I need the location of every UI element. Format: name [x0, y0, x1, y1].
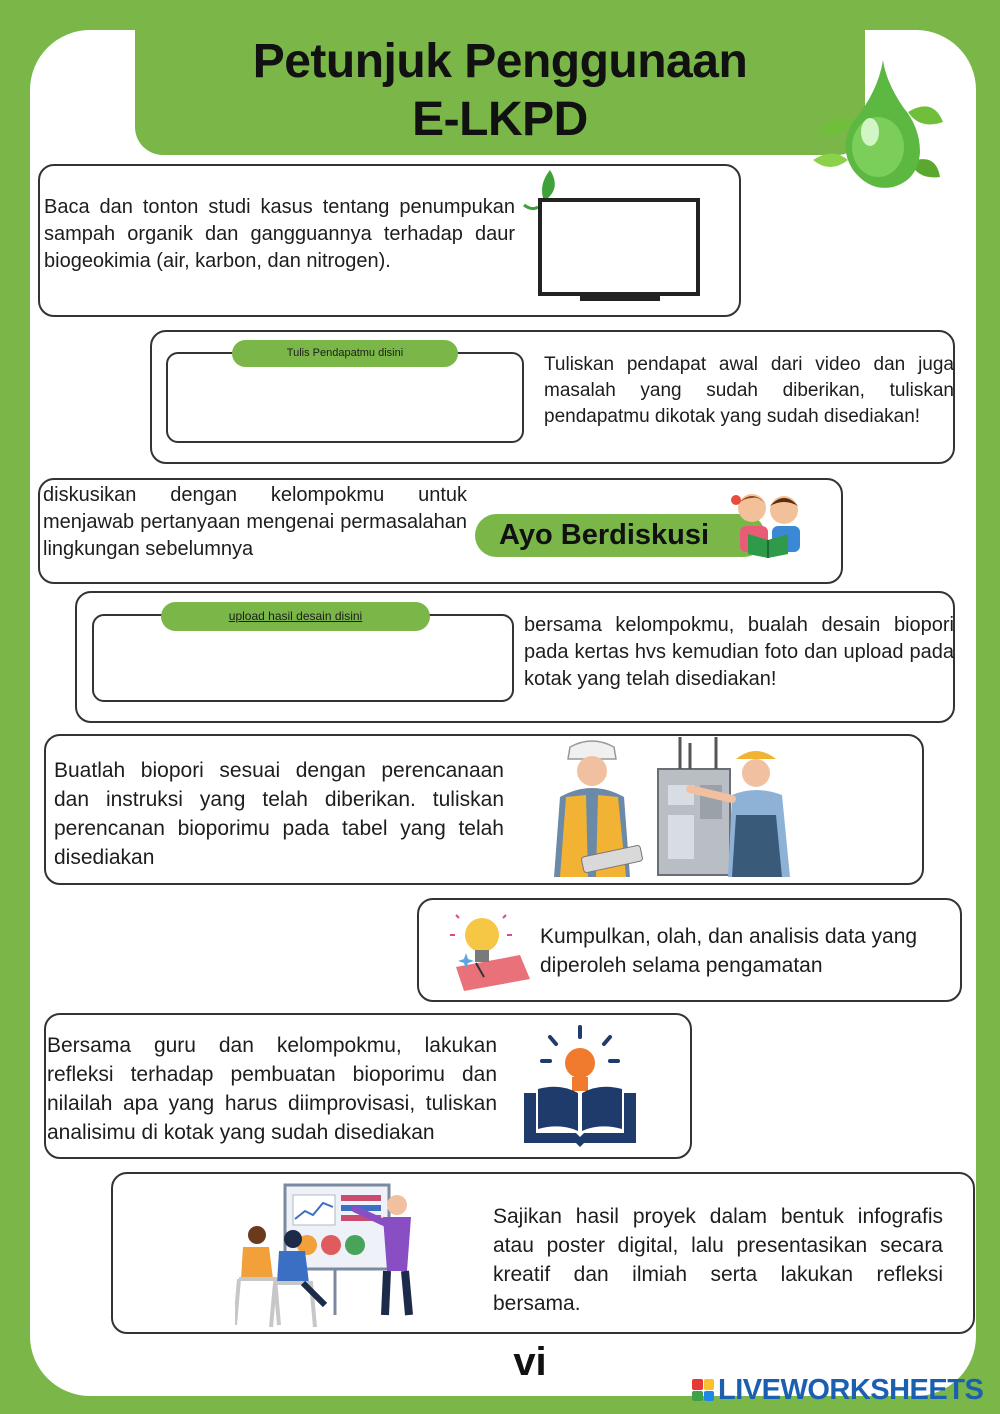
title-banner: [135, 30, 865, 155]
step-4-text: bersama kelompokmu, bualah desain biopori pada kertas hvs kemudian foto dan upload pada kotak yang telah disediakan!: [524, 614, 954, 690]
page-title-line1: Petunjuk Penggunaan: [252, 35, 748, 88]
presentation-illustration: [235, 1175, 425, 1330]
ayo-berdiskusi-banner: Ayo Berdiskusi: [475, 514, 765, 557]
step-7-text: Bersama guru dan kelompokmu, lakukan refleksi terhadap pembuatan bioporimu dan nilailah apa yang harus diimprovisasi, tuliskan analisimu di kotak yang sudah disediakan: [47, 1034, 497, 1144]
page-title-line2: E-LKPD: [412, 93, 588, 146]
engineer-illustration: [540, 737, 810, 882]
page-number: vi: [513, 1340, 547, 1384]
water-drop-icon: [808, 52, 948, 197]
step-6-text: Kumpulkan, olah, dan analisis data yang diperoleh selama pengamatan: [540, 925, 918, 977]
upload-design-label[interactable]: upload hasil desain disini: [161, 602, 430, 631]
opinion-input-label: Tulis Pendapatmu disini: [232, 340, 458, 367]
liveworksheets-logo-icon: [692, 1379, 714, 1401]
video-screen-icon[interactable]: [520, 165, 705, 305]
kids-reading-icon: [728, 488, 808, 560]
step-3-text: diskusikan dengan kelompokmu untuk menjawab pertanyaan mengenai permasalahan lingkungan sebelumnya: [43, 484, 467, 560]
step-1-text: Baca dan tonton studi kasus tentang penumpukan sampah organik dan gangguannya terhadap daur biogeokimia (air, karbon, dan nitrogen).: [44, 196, 515, 272]
step-5-text: Buatlah biopori sesuai dengan perencanaan dan instruksi yang telah diberikan. tuliskan perencanan bioporimu pada tabel yang telah disediakan: [54, 759, 504, 869]
brand-name: LIVEWORKSHEETS: [718, 1373, 984, 1406]
liveworksheets-brand[interactable]: [692, 1372, 983, 1408]
open-book-idea-icon: [520, 1025, 640, 1150]
step-2-text: Tuliskan pendapat awal dari video dan juga masalah yang sudah diberikan, tuliskan pendapatmu dikotak yang sudah disediakan!: [544, 354, 954, 427]
lightbulb-idea-icon: [446, 905, 532, 993]
step-8-text: Sajikan hasil proyek dalam bentuk infografis atau poster digital, lalu presentasikan secara kreatif dan ilmiah serta lakukan refleksi bersama.: [493, 1205, 943, 1315]
